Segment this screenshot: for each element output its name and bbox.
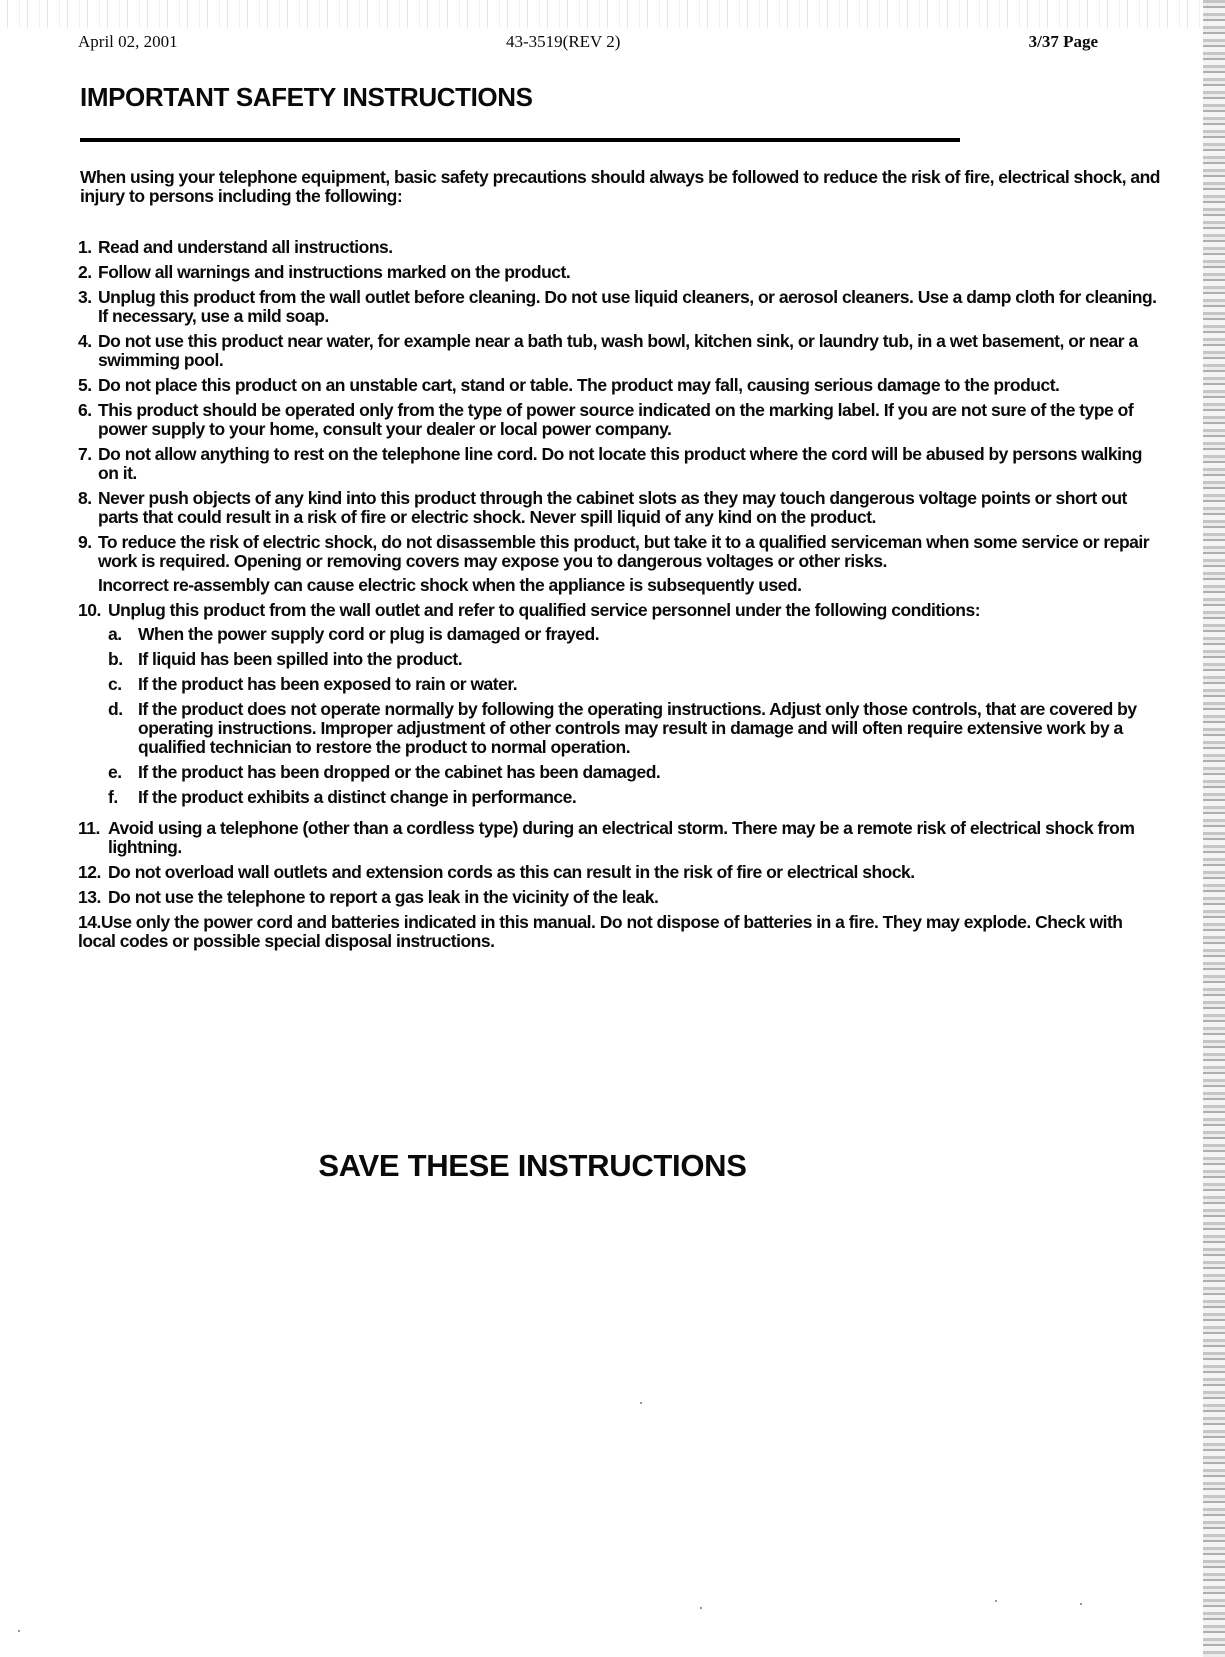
list-item — [78, 238, 1162, 257]
header-date: April 02, 2001 — [78, 32, 178, 51]
scan-speck — [700, 1607, 702, 1609]
list-item — [78, 601, 1162, 813]
sublist-item — [108, 625, 1162, 644]
subitem-letter: c. — [108, 674, 122, 694]
list-item — [78, 819, 1162, 857]
subitem-letter: a. — [108, 624, 122, 644]
item-note: Incorrect re-assembly can cause electric shock when the appliance is subsequently used. — [98, 575, 802, 595]
scan-noise-top — [0, 0, 1225, 28]
list-item — [78, 263, 1162, 282]
item-number: 3. — [78, 287, 92, 307]
save-instructions-heading: SAVE THESE INSTRUCTIONS — [318, 1148, 747, 1183]
scan-speck — [640, 1402, 642, 1404]
item-number: 5. — [78, 375, 92, 395]
intro-paragraph: When using your telephone equipment, basic safety precautions should always be followed to reduce the risk of fire, electrical shock, and injury to persons including the following: — [80, 167, 1160, 206]
header-page-number: 3/37 Page — [1028, 32, 1098, 51]
subitem-text: If the product has been exposed to rain or water. — [138, 674, 518, 694]
subitem-letter: d. — [108, 699, 123, 719]
list-item — [78, 445, 1162, 483]
item-number: 14. — [78, 912, 101, 932]
list-item — [78, 288, 1162, 326]
item-text: Do not overload wall outlets and extension cords as this can result in the risk of fire or electrical shock. — [108, 862, 915, 882]
sublist-item — [108, 675, 1162, 694]
page-title: IMPORTANT SAFETY INSTRUCTIONS — [80, 82, 533, 112]
scan-speck — [995, 1600, 997, 1602]
subitem-text: If the product does not operate normally by following the operating instructions. Adjust only those controls, that are covered by operating instructions. Improper adjustment of other controls may result in damage and will often require extensive work by a qualified technician to restore the product to normal operation. — [138, 699, 1137, 757]
item-number: 12. — [78, 862, 101, 882]
header-doc-number: 43-3519(REV 2) — [506, 32, 621, 51]
list-item — [78, 489, 1162, 527]
item-text: Do not place this product on an unstable cart, stand or table. The product may fall, causing serious damage to the product. — [98, 375, 1060, 395]
subitem-letter: f. — [108, 787, 118, 807]
page-header — [78, 32, 1098, 56]
item-text: Do not use the telephone to report a gas leak in the vicinity of the leak. — [108, 887, 659, 907]
item-text: Read and understand all instructions. — [98, 237, 393, 257]
condition-sublist — [108, 625, 1162, 807]
sublist-item — [108, 763, 1162, 782]
item-number: 4. — [78, 331, 92, 351]
scan-speck — [18, 1630, 20, 1632]
item-text: This product should be operated only from the type of power source indicated on the marking label. If you are not sure of the type of power supply to your home, consult your dealer or local power company. — [98, 400, 1134, 439]
item-text: Avoid using a telephone (other than a cordless type) during an electrical storm. There may be a remote risk of electrical shock from lightning. — [108, 818, 1135, 857]
item-number: 2. — [78, 262, 92, 282]
list-item — [78, 376, 1162, 395]
scan-edge-right — [1203, 0, 1225, 1657]
item-number: 1. — [78, 237, 92, 257]
item-number: 8. — [78, 488, 92, 508]
subitem-letter: e. — [108, 762, 122, 782]
item-body — [98, 533, 1162, 595]
item-text: Unplug this product from the wall outlet before cleaning. Do not use liquid cleaners, or aerosol cleaners. Use a damp cloth for cleaning. If necessary, use a mild soap. — [98, 287, 1157, 326]
item-number: 13. — [78, 887, 101, 907]
subitem-text: If liquid has been spilled into the product. — [138, 649, 463, 669]
subitem-text: When the power supply cord or plug is damaged or frayed. — [138, 624, 600, 644]
item-text: Never push objects of any kind into this product through the cabinet slots as they may touch dangerous voltage points or short out parts that could result in a risk of fire or electric shock. Never spill liquid of any kind on the product. — [98, 488, 1127, 527]
item-body — [108, 601, 1162, 813]
list-item — [78, 332, 1162, 370]
sublist-item — [108, 650, 1162, 669]
list-item — [78, 401, 1162, 439]
item-number: 10. — [78, 600, 101, 620]
item-text: Use only the power cord and batteries indicated in this manual. Do not dispose of batteries in a fire. They may explode. Check with local codes or possible special disposal instructions. — [78, 912, 1123, 951]
item-text: Do not allow anything to rest on the telephone line cord. Do not locate this product where the cord will be abused by persons walking on it. — [98, 444, 1142, 483]
item-text: To reduce the risk of electric shock, do not disassemble this product, but take it to a qualified serviceman when some service or repair work is required. Opening or removing covers may expose you to dangerous voltages or other risks. — [98, 532, 1150, 571]
subitem-letter: b. — [108, 649, 123, 669]
item-number: 9. — [78, 532, 92, 552]
list-item — [78, 533, 1162, 595]
item-number: 7. — [78, 444, 92, 464]
scan-speck — [1080, 1603, 1082, 1605]
subitem-text: If the product exhibits a distinct change in performance. — [138, 787, 577, 807]
subitem-text: If the product has been dropped or the cabinet has been damaged. — [138, 762, 661, 782]
sublist-item — [108, 788, 1162, 807]
sublist-item — [108, 700, 1162, 757]
list-item — [78, 913, 1162, 951]
item-text: Follow all warnings and instructions marked on the product. — [98, 262, 571, 282]
item-number: 11. — [78, 818, 100, 838]
item-number: 6. — [78, 400, 92, 420]
item-text: Do not use this product near water, for example near a bath tub, wash bowl, kitchen sink, or laundry tub, in a wet basement, or near a swimming pool. — [98, 331, 1138, 370]
list-item — [78, 863, 1162, 882]
title-underline — [80, 138, 960, 142]
instructions-list — [78, 238, 1162, 957]
item-text: Unplug this product from the wall outlet and refer to qualified service personnel under the following conditions: — [108, 600, 981, 620]
list-item — [78, 888, 1162, 907]
